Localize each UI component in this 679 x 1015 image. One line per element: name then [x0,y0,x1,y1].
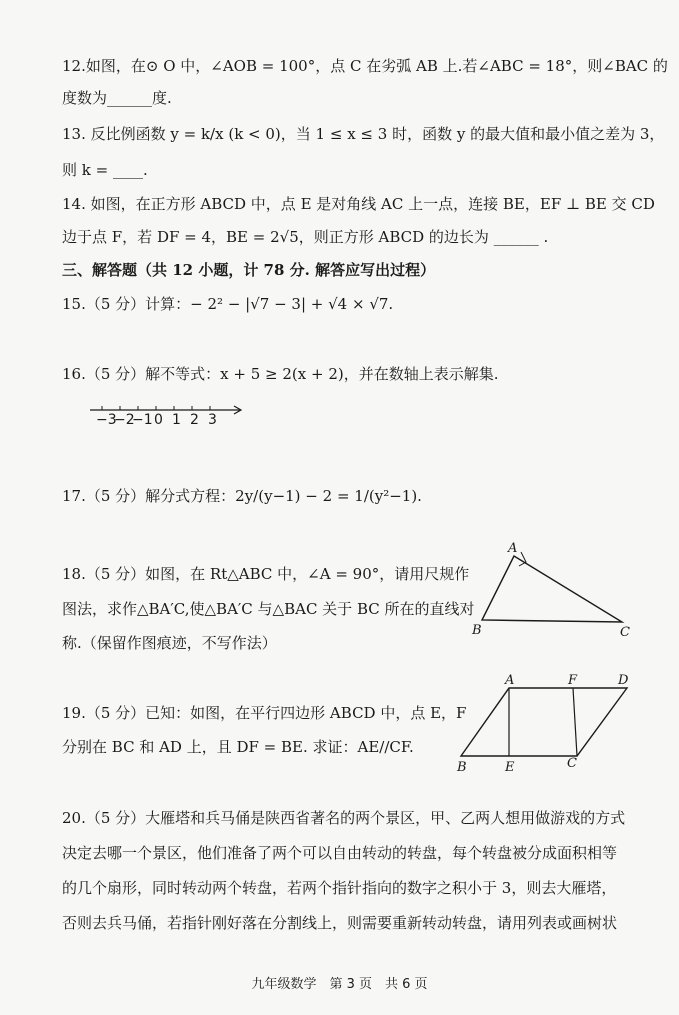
q15-text: 15.（5 分）计算：− 2² − |√7 − 3| + √4 × √7. [62,295,394,313]
tick-label: −1 [132,412,153,428]
q16-text: 16.（5 分）解不等式：x + 5 ≥ 2(x + 2)，并在数轴上表示解集. [62,365,499,383]
q14-line1: 14. 如图，在正方形 ABCD 中，点 E 是对角线 AC 上一点，连接 BE，EF ⊥ BE 交 CD [62,195,655,213]
q12-line2: 度数为______度. [62,89,172,107]
label-b: B [457,760,467,775]
label-c: C [567,756,577,771]
tick-label: 2 [190,412,199,428]
triangle-abc [482,556,622,622]
label-e: E [505,760,515,775]
page-footer: 九年级数学 第 3 页 共 6 页 [251,977,428,992]
label-a: A [508,541,518,556]
q18-line3: 称.（保留作图痕迹，不写作法） [62,634,277,652]
q13-line1: 13. 反比例函数 y = k/x (k < 0)，当 1 ≤ x ≤ 3 时，函数 y 的最大值和最小值之差为 3， [62,125,665,143]
label-c: C [620,625,630,640]
label-b: B [472,623,482,638]
tick-label: −3 [96,412,117,428]
q18-line2: 图法，求作△BA′C,使△BA′C 与△BAC 关于 BC 所在的直线对 [62,600,475,618]
q19-parallelogram-figure [455,672,635,776]
q14-line2: 边于点 F，若 DF = 4，BE = 2√5，则正方形 ABCD 的边长为 ______ . [62,228,549,246]
number-line-ticks [102,406,210,410]
label-d: D [618,673,629,688]
label-f: F [568,673,578,688]
section-heading: 三、解答题（共 12 小题，计 78 分. 解答应写出过程） [62,261,436,279]
q19-line2: 分别在 BC 和 AD 上，且 DF = BE. 求证：AE//CF. [62,738,414,756]
q18-line1: 18.（5 分）如图，在 Rt△ABC 中，∠A = 90°，请用尺规作 [62,565,470,583]
q20-line4: 否则去兵马俑，若指针刚好落在分割线上，则需要重新转动转盘，请用列表或画树状 [62,914,618,932]
q20-line1: 20.（5 分）大雁塔和兵马俑是陕西省著名的两个景区，甲、乙两人想用做游戏的方式 [62,809,626,827]
q13-line2: 则 k = ____. [62,161,148,179]
q17-text: 17.（5 分）解分式方程：2y/(y−1) − 2 = 1/(y²−1). [62,487,422,505]
q18-triangle-figure [470,540,640,640]
q20-line3: 的几个扇形，同时转动两个转盘，若两个指针指向的数字之积小于 3，则去大雁塔， [62,879,617,897]
segment-cf [573,688,577,756]
tick-label: 0 [154,412,163,428]
tick-label: 1 [172,412,181,428]
q12-line1: 12.如图，在⊙ O 中，∠AOB = 100°，点 C 在劣弧 AB 上.若∠ABC = 18°，则∠BAC 的 [62,57,668,75]
tick-label: 3 [208,412,217,428]
tick-label: −2 [114,412,135,428]
parallelogram-abcd [461,688,627,756]
label-a: A [505,673,515,688]
q20-line2: 决定去哪一个景区，他们准备了两个可以自由转动的转盘，每个转盘被分成面积相等 [62,844,618,862]
q19-line1: 19.（5 分）已知：如图，在平行四边形 ABCD 中，点 E，F [62,704,467,722]
